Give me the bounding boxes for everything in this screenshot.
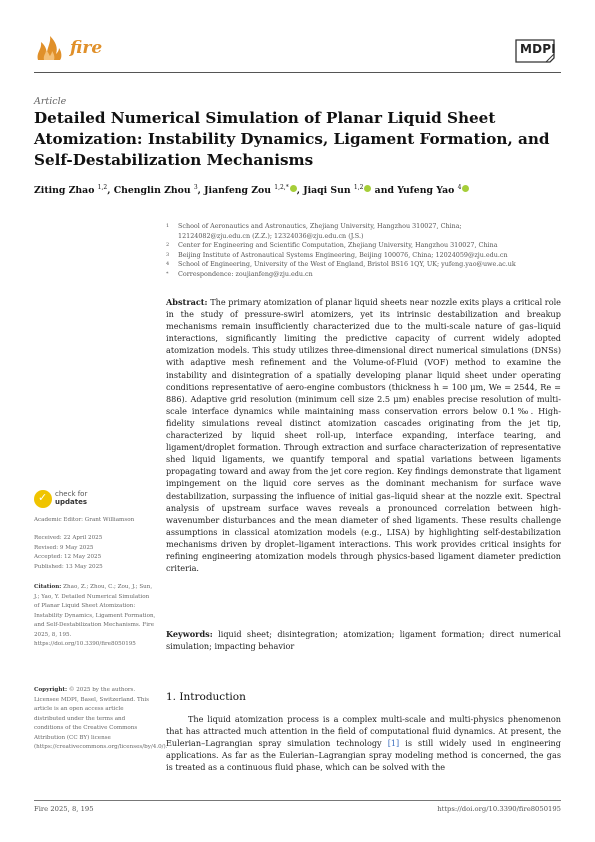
affiliation-number: 3: [166, 251, 170, 258]
affiliation-line: Center for Engineering and Scientific Computation, Zhejiang University, Hangzhou 310027, China: [178, 241, 498, 250]
affiliation-line: School of Aeronautics and Astronautics, Zhejiang University, Hangzhou 310027, China;: [178, 222, 462, 230]
author-affiliation-marker: 1,2: [97, 184, 108, 191]
copyright-text: © 2025 by the authors. Licensee MDPI, Basel, Switzerland. This article is an open access article distributed under the terms and conditions of the Creative Commons Attribution (CC BY) license (https://creativecommons.org/licenses/by/4.0/).: [34, 687, 168, 750]
affiliation-text: [178, 251, 508, 261]
check-for-updates-button[interactable]: [34, 488, 96, 512]
affiliation-line: School of Engineering, University of the West of England, Bristol BS16 1QY, UK; yufeng.yao@uwe.ac.uk: [178, 260, 516, 269]
affiliation-number: 1: [166, 223, 170, 229]
affiliation-number: 4: [166, 261, 170, 268]
affiliation-text: [178, 260, 516, 270]
orcid-icon[interactable]: [290, 185, 297, 192]
affiliation-item: [166, 222, 566, 241]
author-name: Yufeng Yao: [397, 185, 458, 197]
keywords-text: liquid sheet; disintegration; atomization; ligament formation; direct numerical simulation; impacting behavior: [166, 629, 561, 652]
publisher-name: MDPI: [520, 42, 556, 56]
author-separator: ,: [296, 185, 304, 197]
author-name: Jianfeng Zou: [204, 185, 275, 197]
publisher-logo[interactable]: [510, 36, 560, 64]
academic-editor: Academic Editor: Grant Williamson: [34, 517, 135, 523]
header-divider: [34, 72, 561, 73]
affiliations: [166, 222, 566, 280]
citation: [34, 583, 156, 650]
author-separator: ,: [197, 185, 205, 197]
footer-doi-link[interactable]: https://doi.org/10.3390/fire8050195: [437, 805, 561, 813]
author-separator: ,: [107, 185, 114, 197]
footer-journal-ref: Fire 2025, 8, 195: [34, 805, 94, 813]
introduction-text: [166, 713, 561, 773]
article-title: Detailed Numerical Simulation of Planar Liquid Sheet Atomization: Instability Dynamics, Ligament Formation, and Self-Destabilization Mechanisms: [34, 109, 550, 169]
intro-text-part1: The liquid atomization process is a complex multi-scale and multi-physics phenomenon that has attracted much attention in the field of computational fluid dynamics. At present, the Eulerian–Lagrangian spray simulation technology: [166, 714, 561, 749]
affiliation-item: [166, 260, 566, 270]
abstract-label: Abstract:: [166, 297, 208, 307]
footer-divider: [34, 800, 561, 801]
publication-date: Published: 13 May 2025: [34, 563, 103, 570]
affiliation-line: Correspondence: zoujianfeng@zju.edu.cn: [178, 269, 313, 278]
article-type: Article: [34, 96, 67, 107]
affiliation-text: [178, 222, 462, 241]
publication-date: Received: 22 April 2025: [34, 535, 103, 541]
affiliation-item: [166, 270, 566, 280]
affiliation-number: *: [166, 270, 169, 277]
author-affiliation-marker: 1,2,*: [274, 184, 289, 191]
flame-icon: [34, 34, 64, 62]
publication-date: Accepted: 12 May 2025: [34, 554, 102, 560]
author-affiliation-marker: 1,2: [353, 184, 364, 191]
affiliation-number: 2: [166, 242, 170, 249]
publication-dates: [34, 534, 156, 572]
author-affiliation-marker: 3: [193, 184, 198, 191]
citation-text: Zhao, Z.; Zhou, C.; Zou, J.; Sun, J.; Yao, Y. Detailed Numerical Simulation of Planar Liquid Sheet Atomization: Instability Dynamics, Ligament Formation, and Self-Destabilization Mechanisms. Fire 2025, 8, 195. https://doi.org/10.3390/fire8050195: [34, 584, 156, 647]
section-heading-introduction: 1. Introduction: [166, 691, 246, 703]
abstract-text: The primary atomization of planar liquid sheets near nozzle exits plays a critical role in the study of pressure-swirl atomizers, yet its intrinsic destabilization and breakup mechanisms remain insufficiently characterized due to the multi-scale nature of gas–liquid interactions, significantly limiting the predictive capacity of current widely adopted atomization models. This study utilizes three-dimensional direct numerical simulations (DNSs) with adaptive mesh refinement and the Volume-of-Fluid (VOF) method to examine the instability and disintegration of a spatially developing planar liquid sheet under operating conditions representative of aero-engine combustors (thickness h = 100 μm, We = 2544, Re = 886). Adaptive grid resolution (minimum cell size 2.5 μm) enables precise resolution of multi-scale interface dynamics while maintaining mass conservation errors below 0.1‰. High-fidelity simulations reveal distinct atomization cascades originating from the jet tip, characterized by liquid sheet roll-up, interface expanding, interface tearing, and ligament/droplet formation. Through extraction and surface characterization of representative shed liquid ligaments, we quantify temporal and spatial variations between ligaments propagating toward and away from the jet core region. Key findings demonstrate that ligament impingement on the liquid core serves as the dominant mechanism for surface wave destabilization, surpassing the influence of initial gas–liquid shear at the nozzle exit. Spectral analysis of upstream surface waves reveals a pronounced correlation between high-wavenumber disturbances and the mean diameter of shed ligaments. These results challenge assumptions in classical atomization models (e.g., LISA) by highlighting self-destabilization mechanisms driven by droplet–ligament interactions. This work provides critical insights for refining engineering atomization models through physics-based ligament diameter prediction criteria.: [166, 297, 561, 574]
author-name: Jiaqi Sun: [303, 185, 354, 197]
author-name: Chenglin Zhou: [113, 185, 194, 197]
affiliation-item: [166, 251, 566, 261]
orcid-icon[interactable]: [462, 185, 469, 192]
check-updates-line1: check for: [55, 490, 88, 498]
affiliation-item: [166, 241, 566, 251]
author-separator: and: [371, 185, 398, 197]
journal-name: fire: [70, 38, 103, 58]
copyright-label: Copyright:: [34, 687, 68, 693]
publication-date: Revised: 9 May 2025: [34, 544, 94, 551]
citation-link[interactable]: [1]: [387, 738, 400, 749]
check-updates-line2: updates: [55, 498, 87, 506]
journal-logo[interactable]: [34, 34, 114, 62]
keywords: [166, 628, 561, 652]
citation-label: Citation:: [34, 584, 62, 590]
affiliation-text: [178, 270, 313, 280]
affiliation-line: 12124082@zju.edu.cn (Z.Z.); 12324036@zju.edu.cn (J.S.): [178, 231, 364, 240]
check-updates-icon: ✓: [34, 490, 52, 508]
keywords-label: Keywords:: [166, 629, 213, 639]
author-list: [34, 184, 561, 196]
copyright: [34, 686, 168, 753]
affiliation-text: [178, 241, 498, 251]
affiliation-line: Beijing Institute of Astronautical Systems Engineering, Beijing 100076, China; 12024059@zju.edu.cn: [178, 250, 508, 259]
author-name: Ziting Zhao: [34, 185, 98, 197]
intro-text-part2: is still widely used in engineering applications. As far as the Eulerian–Lagrangian spray modeling method is concerned, the gas is treated as a continuous fluid phase, which can be solved with the: [166, 738, 561, 773]
author-affiliation-marker: 4: [457, 184, 462, 191]
abstract: [166, 296, 561, 574]
